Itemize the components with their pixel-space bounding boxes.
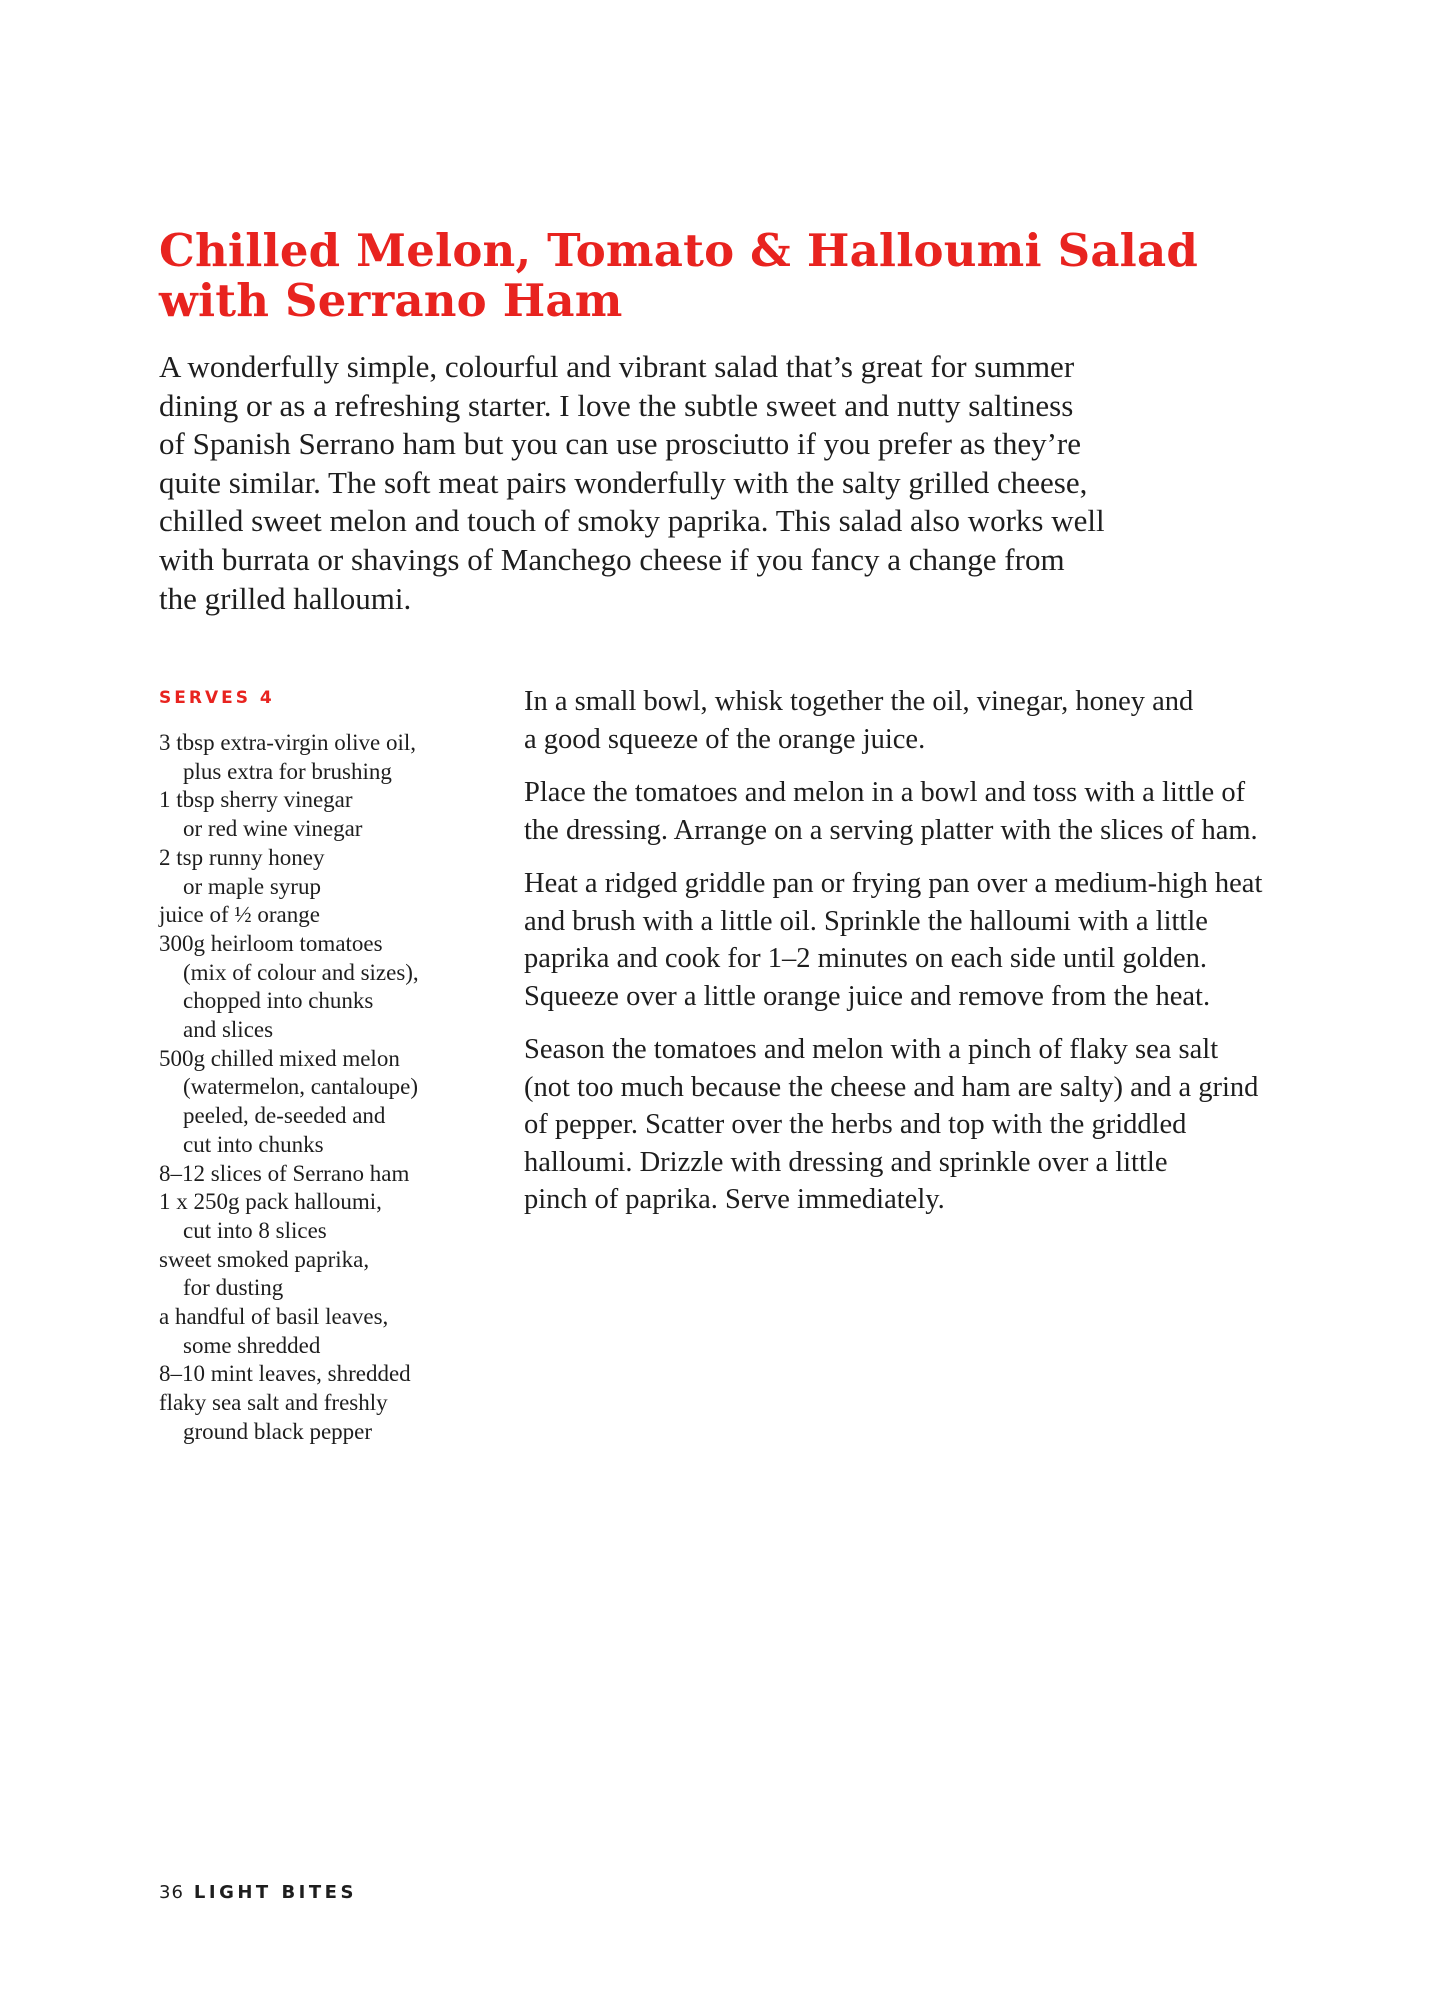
ingredient-line: 3 tbsp extra-virgin olive oil, (159, 730, 417, 755)
ingredient-line: cut into 8 slices (183, 1217, 327, 1243)
ingredient-item (159, 1389, 499, 1446)
intro-line: A wonderfully simple, colourful and vibrant salad that’s great for summer (159, 349, 1075, 384)
intro-line: the grilled halloumi. (159, 580, 412, 616)
ingredient-line: for dusting (183, 1275, 284, 1301)
method-line: of pepper. Scatter over the herbs and top with the griddled (524, 1109, 1187, 1140)
title-line: Chilled Melon, Tomato & Halloumi Salad (159, 224, 1198, 277)
ingredient-item (159, 1188, 499, 1245)
ingredient-line: or red wine vinegar (183, 816, 363, 842)
method-step (524, 774, 1354, 849)
ingredient-line: cut into chunks (183, 1131, 324, 1157)
ingredient-line: or maple syrup (183, 873, 321, 899)
ingredient-item (159, 1246, 499, 1303)
ingredient-line: chopped into chunks (183, 988, 374, 1014)
ingredient-item (159, 729, 499, 786)
ingredient-line: 1 x 250g pack halloumi, (159, 1189, 382, 1215)
ingredient-line: juice of ½ orange (159, 902, 320, 928)
ingredient-line: some shredded (183, 1332, 321, 1358)
ingredient-line: 500g chilled mixed melon (159, 1045, 400, 1071)
ingredient-item (159, 1303, 499, 1360)
intro-line: chilled sweet melon and touch of smoky paprika. This salad also works well (159, 503, 1105, 539)
recipe-title (159, 226, 1309, 326)
intro-line: with burrata or shavings of Manchego cheese if you fancy a change from (159, 541, 1065, 577)
method-step (524, 865, 1354, 1015)
ingredient-line: peeled, de-seeded and (183, 1103, 386, 1129)
ingredient-line: 8–12 slices of Serrano ham (159, 1160, 410, 1186)
page-footer (159, 1882, 357, 1903)
ingredient-line: ground black pepper (183, 1418, 373, 1444)
method-line: a good squeeze of the orange juice. (524, 723, 926, 755)
ingredient-item (159, 1045, 499, 1160)
method-line: pinch of paprika. Serve immediately. (524, 1184, 945, 1215)
method-line: (not too much because the cheese and ham are salty) and a grind (524, 1071, 1259, 1103)
intro-line: quite similar. The soft meat pairs wonderfully with the salty grilled cheese, (159, 464, 1088, 500)
method-line: Squeeze over a little orange juice and remove from the heat. (524, 980, 1211, 1012)
ingredient-line: 300g heirloom tomatoes (159, 930, 383, 956)
recipe-intro (159, 348, 1279, 618)
ingredient-item (159, 1160, 499, 1189)
method-step (524, 683, 1354, 758)
ingredient-line: and slices (183, 1017, 274, 1043)
method-line: Place the tomatoes and melon in a bowl and toss with a little of (524, 777, 1246, 808)
method-line: Season the tomatoes and melon with a pinch of flaky sea salt (524, 1034, 1219, 1065)
ingredient-line: sweet smoked paprika, (159, 1246, 370, 1272)
ingredients-list (159, 729, 499, 1447)
ingredient-line: plus extra for brushing (183, 758, 392, 784)
method-line: halloumi. Drizzle with dressing and sprinkle over a little (524, 1146, 1168, 1178)
ingredient-line: 8–10 mint leaves, shredded (159, 1361, 411, 1387)
intro-line: dining or as a refreshing starter. I love the subtle sweet and nutty saltiness (159, 387, 1074, 423)
method-step (524, 1031, 1354, 1219)
ingredient-line: 2 tsp runny honey (159, 844, 325, 870)
ingredient-line: 1 tbsp sherry vinegar (159, 787, 353, 813)
method-steps (524, 683, 1354, 1235)
ingredient-line: (watermelon, cantaloupe) (183, 1074, 418, 1100)
ingredient-item (159, 901, 499, 930)
ingredient-line: a handful of basil leaves, (159, 1304, 389, 1330)
ingredient-line: (mix of colour and sizes), (183, 959, 419, 985)
serves-label: SERVES 4 (159, 688, 275, 708)
title-line: with Serrano Ham (159, 274, 623, 327)
page-number: 36 (159, 1882, 184, 1903)
method-line: In a small bowl, whisk together the oil, vinegar, honey and (524, 686, 1194, 717)
method-line: the dressing. Arrange on a serving platter with the slices of ham. (524, 814, 1258, 846)
ingredient-item (159, 786, 499, 843)
ingredient-line: flaky sea salt and freshly (159, 1390, 388, 1416)
ingredient-item (159, 844, 499, 901)
method-line: Heat a ridged griddle pan or frying pan over a medium-high heat (524, 868, 1263, 899)
intro-line: of Spanish Serrano ham but you can use prosciutto if you prefer as they’re (159, 426, 1081, 462)
section-name: LIGHT BITES (193, 1882, 357, 1903)
ingredient-item (159, 1360, 499, 1389)
method-line: paprika and cook for 1–2 minutes on each side until golden. (524, 943, 1208, 974)
method-line: and brush with a little oil. Sprinkle the halloumi with a little (524, 905, 1208, 937)
ingredient-item (159, 930, 499, 1045)
